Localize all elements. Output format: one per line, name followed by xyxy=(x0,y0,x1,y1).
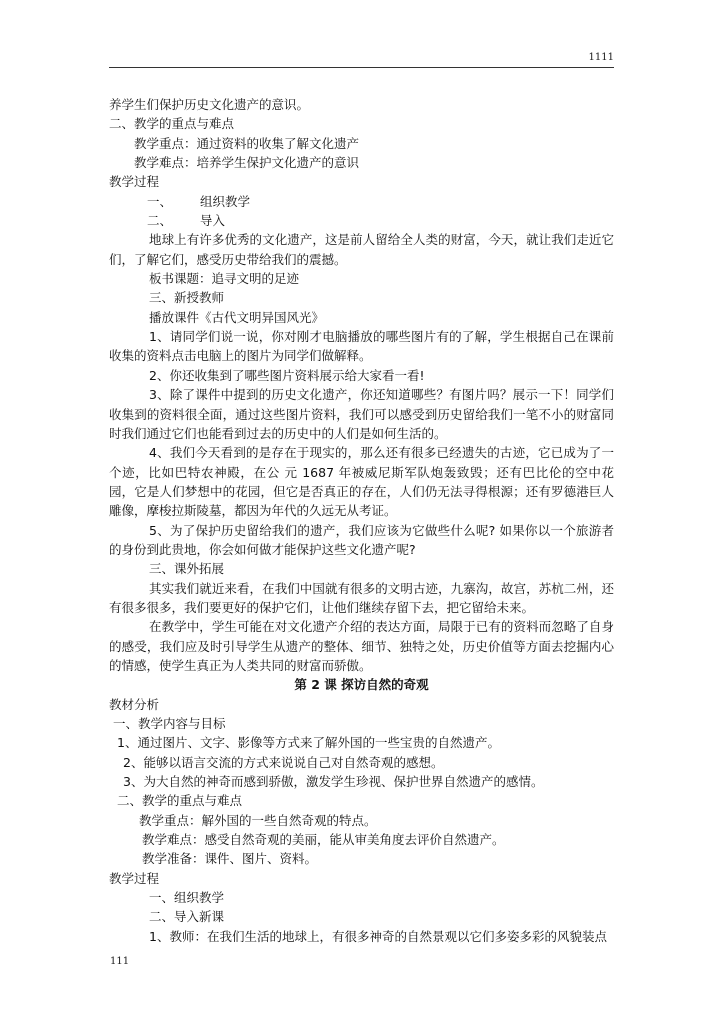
step-text: 组织教学 xyxy=(200,193,251,209)
step-line xyxy=(109,192,614,211)
text-line: 二、导入新课 xyxy=(149,909,225,925)
step-text: 导入 xyxy=(200,213,226,229)
text-line: 播放课件《古代文明异国风光》 xyxy=(149,309,325,325)
document-body xyxy=(109,95,614,946)
list-item: 2、能够以语言交流的方式来说说自己对自然奇观的感想。 xyxy=(123,754,444,770)
section-heading: 二、教学的重点与难点 xyxy=(109,116,235,132)
paragraph: 4、我们今天看到的是存在于现实的，那么还有很多已经遗失的古迹，它已成为了一个迹，比如巴特农神殿，在公 元 1687 年被威尼斯军队炮轰致毁；还有巴比伦的空中花园，它是人们梦想中的花园，但它是否真正的存在，人们仍无法寻得根源；还有罗德港巨人雕像，摩梭拉斯陵墓，都因为年代的久远无从考证。 xyxy=(109,445,614,519)
text-line: 教学难点：培养学生保护文化遗产的意识 xyxy=(134,155,360,171)
step-number: 二、 xyxy=(147,213,173,229)
paragraph: 5、为了保护历史留给我们的遗产，我们应该为它做些什么呢? 如果你以一个旅游者的身份到此贵地，你会如何做才能保护这些文化遗产呢? xyxy=(109,522,614,557)
step-line xyxy=(109,211,614,230)
text-line: 教学重点：通过资料的收集了解文化遗产 xyxy=(134,135,360,151)
paragraph: 其实我们就近来看，在我们中国就有很多的文明古迹，九寨沟，故宫，苏杭二州，还有很多很多，我们要更好的保护它们，让他们继续存留下去，把它留给未来。 xyxy=(109,580,614,615)
header-page-number: 1111 xyxy=(588,52,614,63)
text-line: 1、教师：在我们生活的地球上，有很多神奇的自然景观以它们多姿多彩的风貌装点 xyxy=(149,928,607,944)
footer-page-number: 111 xyxy=(110,956,130,967)
paragraph: 1、请同学们说一说，你对刚才电脑播放的哪些图片有的了解，学生根据自己在课前收集的资料点击电脑上的图片为同学们做解释。 xyxy=(109,329,614,364)
section-heading: 教材分析 xyxy=(109,696,160,712)
paragraph: 在教学中，学生可能在对文化遗产介绍的表达方面，局限于已有的资料而忽略了自身的感受，我们应及时引导学生从遗产的整体、细节、独特之处，历史价值等方面去挖掘内心的情感，使学生真正为人类共同的财富而骄傲。 xyxy=(109,619,614,673)
paragraph: 3、除了课件中提到的历史文化遗产，你还知道哪些？有图片吗？展示一下！同学们收集到的资料很全面，通过这些图片资料，我们可以感受到历史留给我们一笔不小的财富同时我们通过它们也能看到过去的历史中的人们是如何生活的。 xyxy=(109,387,614,441)
text-line: 2、你还收集到了哪些图片资料展示给大家看一看! xyxy=(149,367,425,383)
text-line: 一、教学内容与目标 xyxy=(113,716,226,731)
text-line: 三、新授教师 xyxy=(149,290,225,306)
text-line: 教学重点：解外国的一些自然奇观的特点。 xyxy=(139,812,377,828)
list-item: 3、为大自然的神奇而感到骄傲，激发学生珍视、保护世界自然遗产的感情。 xyxy=(123,774,544,790)
text-line: 教学难点：感受自然奇观的美丽，能从审美角度去评价自然遗产。 xyxy=(142,832,505,848)
section-heading: 教学过程 xyxy=(109,174,160,190)
text-line: 教学准备：课件、图片、资料。 xyxy=(142,851,318,867)
list-item: 1、通过图片、文字、影像等方式来了解外国的一些宝贵的自然遗产。 xyxy=(117,735,500,751)
text-line: 二、教学的重点与难点 xyxy=(117,793,243,809)
lesson-title: 第 2 课 探访自然的奇观 xyxy=(294,677,429,693)
section-heading: 教学过程 xyxy=(109,870,160,886)
text-line: 一、组织教学 xyxy=(149,890,225,906)
text-line: 三、课外拓展 xyxy=(149,561,225,577)
text-line: 养学生们保护历史文化遗产的意识。 xyxy=(109,97,310,112)
paragraph: 地球上有许多优秀的文化遗产，这是前人留给全人类的财富，今天，就让我们走近它们，了解它们，感受历史带给我们的震撼。 xyxy=(109,232,614,267)
header-divider xyxy=(109,67,614,68)
step-number: 一、 xyxy=(147,193,173,209)
text-line: 板书课题：追寻文明的足迹 xyxy=(149,271,300,287)
